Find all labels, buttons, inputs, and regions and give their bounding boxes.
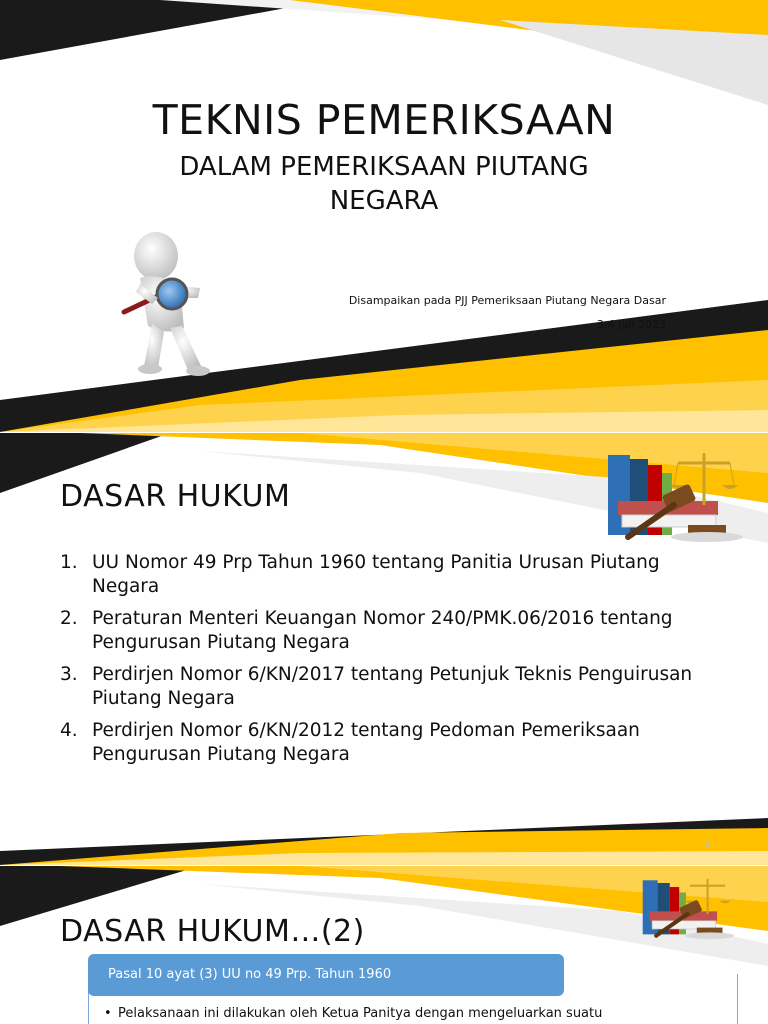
list-item: 1. UU Nomor 49 Prp Tahun 1960 tentang Panitia Urusan Piutang Negara bbox=[60, 552, 660, 597]
page-number: 2 bbox=[705, 841, 710, 849]
slide-title bbox=[0, 0, 768, 432]
section-title: DASAR HUKUM…(2) bbox=[60, 914, 365, 949]
list-item: 4. Perdirjen Nomor 6/KN/2012 tentang Pedoman Pemeriksaan Pengurusan Piutang Negara bbox=[60, 720, 640, 765]
section-title: DASAR HUKUM bbox=[60, 479, 291, 514]
bullet-item: • Pelaksanaan ini dilakukan oleh Ketua Panitya dengan mengeluarkan suatu bbox=[104, 1006, 603, 1021]
law-books-gavel-icon bbox=[604, 445, 746, 547]
callout-box: Pasal 10 ayat (3) UU no 49 Prp. Tahun 1960 bbox=[88, 954, 564, 996]
presented-at-text: Disampaikan pada PJJ Pemeriksaan Piutang Negara Dasar bbox=[348, 294, 666, 307]
page-subtitle: DALAM PEMERIKSAAN PIUTANG NEGARA bbox=[179, 152, 589, 216]
magnifier-figure-icon bbox=[118, 228, 218, 380]
page-title: TEKNIS PEMERIKSAAN bbox=[152, 96, 616, 144]
legal-basis-list bbox=[60, 551, 720, 775]
slide-dasar-hukum bbox=[0, 433, 768, 865]
event-date: 3-4 Juii 2023 bbox=[596, 318, 666, 331]
law-books-gavel-icon bbox=[640, 872, 736, 944]
bullet-mark: • bbox=[104, 1006, 112, 1021]
list-item: 3. Perdirjen Nomor 6/KN/2017 tentang Petunjuk Teknis Penguirusan Piutang Negara bbox=[60, 664, 693, 709]
list-item: 2. Peraturan Menteri Keuangan Nomor 240/PMK.06/2016 tentang Pengurusan Piutang Negara bbox=[60, 608, 673, 653]
slide-dasar-hukum-2 bbox=[0, 866, 768, 1024]
